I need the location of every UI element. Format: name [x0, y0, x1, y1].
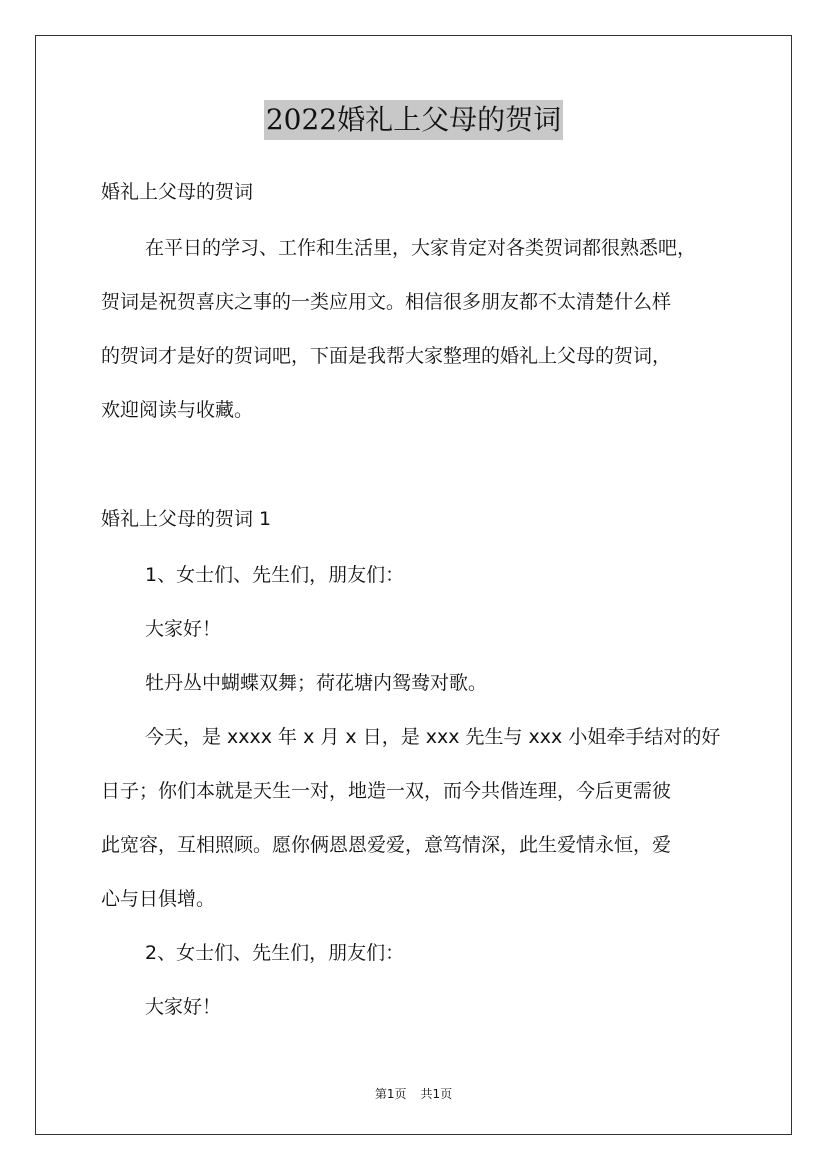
- paragraph-line: 1、女士们、先生们，朋友们：: [145, 564, 405, 586]
- section-heading: 婚礼上父母的贺词 1: [101, 508, 272, 530]
- paragraph-line: 心与日俱增。: [101, 888, 216, 910]
- subtitle-line: 婚礼上父母的贺词: [101, 181, 254, 203]
- paragraph-line: 今天，是 xxxx 年 x 月 x 日，是 xxx 先生与 xxx 小姐牵手结对的好: [145, 726, 721, 748]
- paragraph-line: 2、女士们、先生们，朋友们：: [145, 942, 405, 964]
- paragraph-line: 贺词是祝贺喜庆之事的一类应用文。相信很多朋友都不太清楚什么样: [101, 291, 672, 313]
- paragraph-line: 的贺词才是好的贺词吧，下面是我帮大家整理的婚礼上父母的贺词，: [101, 345, 672, 367]
- page-footer: [0, 1085, 827, 1102]
- paragraph-line: 日子；你们本就是天生一对，地造一双，而今共偕连理，今后更需彼: [101, 780, 672, 802]
- paragraph-line: 欢迎阅读与收藏。: [101, 399, 254, 421]
- paragraph-line: 牡丹丛中蝴蝶双舞；荷花塘内鸳鸯对歌。: [145, 672, 488, 694]
- paragraph-line: 大家好！: [145, 618, 222, 640]
- document-title: 2022婚礼上父母的贺词: [264, 100, 563, 140]
- title-container: [0, 100, 827, 140]
- paragraph-line: 在平日的学习、工作和生活里，大家肯定对各类贺词都很熟悉吧，: [145, 237, 697, 259]
- page-total: 共1页: [420, 1087, 453, 1101]
- paragraph-line: 此宽容，互相照顾。愿你俩恩恩爱爱，意笃情深，此生爱情永恒，爱: [101, 834, 672, 856]
- paragraph-line: 大家好！: [145, 996, 222, 1018]
- page-number: 第1页: [374, 1087, 407, 1101]
